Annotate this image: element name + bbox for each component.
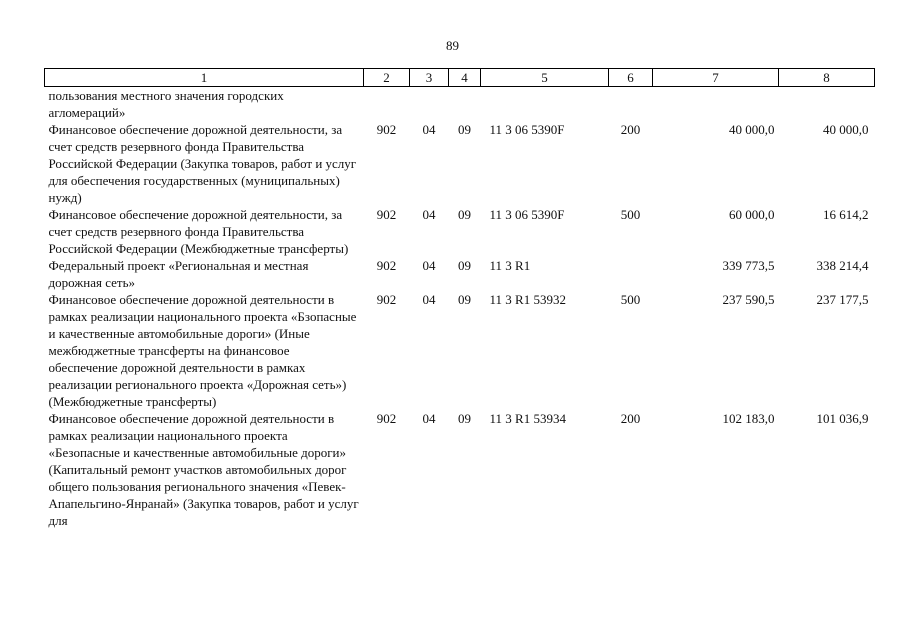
row-section: 04 bbox=[422, 258, 436, 273]
row-plan-amount: 339 773,5 bbox=[722, 258, 775, 273]
row-actual-amount: 101 036,9 bbox=[816, 411, 869, 426]
table-row bbox=[45, 410, 875, 529]
row-subsection bbox=[449, 87, 481, 122]
row-admin-code: 902 bbox=[376, 292, 397, 307]
row-plan-amount bbox=[653, 87, 779, 122]
page-number: 89 bbox=[446, 38, 459, 53]
row-target-code: 11 3 06 5390F bbox=[489, 207, 565, 222]
budget-table bbox=[44, 68, 875, 529]
header-col-7: 7 bbox=[653, 69, 779, 87]
row-target-code: 11 3 R1 bbox=[489, 258, 531, 273]
table-row bbox=[45, 257, 875, 291]
table-row bbox=[45, 206, 875, 257]
row-section bbox=[410, 87, 449, 122]
row-section: 04 bbox=[422, 207, 436, 222]
row-target-code bbox=[481, 87, 609, 122]
row-name: Финансовое обеспечение дорожной деятельности, за счет средств резервного фонда Правительства Российской Федерации (Закупка товаров, работ и услуг для обеспечения государственных (муниципальных) нужд) bbox=[48, 122, 357, 205]
row-expense-kind: 200 bbox=[620, 411, 641, 426]
row-expense-kind bbox=[609, 87, 653, 122]
row-subsection: 09 bbox=[458, 258, 471, 273]
row-expense-kind bbox=[609, 257, 653, 291]
header-col-6: 6 bbox=[609, 69, 653, 87]
header-col-4: 4 bbox=[449, 69, 481, 87]
row-target-code: 11 3 R1 53932 bbox=[489, 292, 566, 307]
row-admin-code: 902 bbox=[376, 411, 397, 426]
header-col-2: 2 bbox=[364, 69, 410, 87]
row-expense-kind: 200 bbox=[620, 122, 641, 137]
row-name: Финансовое обеспечение дорожной деятельности, за счет средств резервного фонда Правительства Российской Федерации (Межбюджетные трансферты) bbox=[48, 207, 349, 256]
row-name: пользования местного значения городских агломераций» bbox=[48, 88, 284, 120]
header-col-1: 1 bbox=[45, 69, 364, 87]
row-admin-code: 902 bbox=[376, 258, 397, 273]
row-target-code: 11 3 06 5390F bbox=[489, 122, 565, 137]
row-subsection: 09 bbox=[458, 207, 471, 222]
table-row bbox=[45, 121, 875, 206]
row-name: Финансовое обеспечение дорожной деятельности в рамках реализации национального проекта «Бзопасные и качественные автомобильные дороги» (Иные межбюджетные трансферты на финансовое обеспечение дорожной деятельности в рамках реализации регионального проекта «Дорожная сеть») (Межбюджетные трансферты) bbox=[48, 292, 357, 409]
header-col-5: 5 bbox=[481, 69, 609, 87]
row-section: 04 bbox=[422, 122, 436, 137]
row-subsection: 09 bbox=[458, 292, 471, 307]
row-plan-amount: 60 000,0 bbox=[729, 207, 775, 222]
row-subsection: 09 bbox=[458, 411, 471, 426]
row-actual-amount: 16 614,2 bbox=[823, 207, 869, 222]
row-actual-amount: 237 177,5 bbox=[816, 292, 869, 307]
row-plan-amount: 40 000,0 bbox=[729, 122, 775, 137]
row-section: 04 bbox=[422, 292, 436, 307]
row-actual-amount: 40 000,0 bbox=[823, 122, 869, 137]
table-row bbox=[45, 87, 875, 122]
row-expense-kind: 500 bbox=[620, 292, 641, 307]
row-target-code: 11 3 R1 53934 bbox=[489, 411, 566, 426]
row-actual-amount: 338 214,4 bbox=[816, 258, 869, 273]
row-expense-kind: 500 bbox=[620, 207, 641, 222]
row-section: 04 bbox=[422, 411, 436, 426]
table-row bbox=[45, 291, 875, 410]
row-actual-amount bbox=[779, 87, 875, 122]
row-name: Финансовое обеспечение дорожной деятельности в рамках реализации национального проекта «Безопасные и качественные автомобильные дороги» (Капитальный ремонт участков автомобильных дорог общего пользования регионального значения «Певек-Апапельгино-Янранай» (Закупка товаров, работ и услуг для bbox=[48, 411, 359, 528]
header-col-8: 8 bbox=[779, 69, 875, 87]
row-admin-code bbox=[364, 87, 410, 122]
row-subsection: 09 bbox=[458, 122, 471, 137]
header-col-3: 3 bbox=[410, 69, 449, 87]
header-row bbox=[45, 69, 875, 87]
row-name: Федеральный проект «Региональная и местная дорожная сеть» bbox=[48, 258, 309, 290]
row-admin-code: 902 bbox=[376, 122, 397, 137]
row-plan-amount: 237 590,5 bbox=[722, 292, 775, 307]
row-admin-code: 902 bbox=[376, 207, 397, 222]
row-plan-amount: 102 183,0 bbox=[722, 411, 775, 426]
